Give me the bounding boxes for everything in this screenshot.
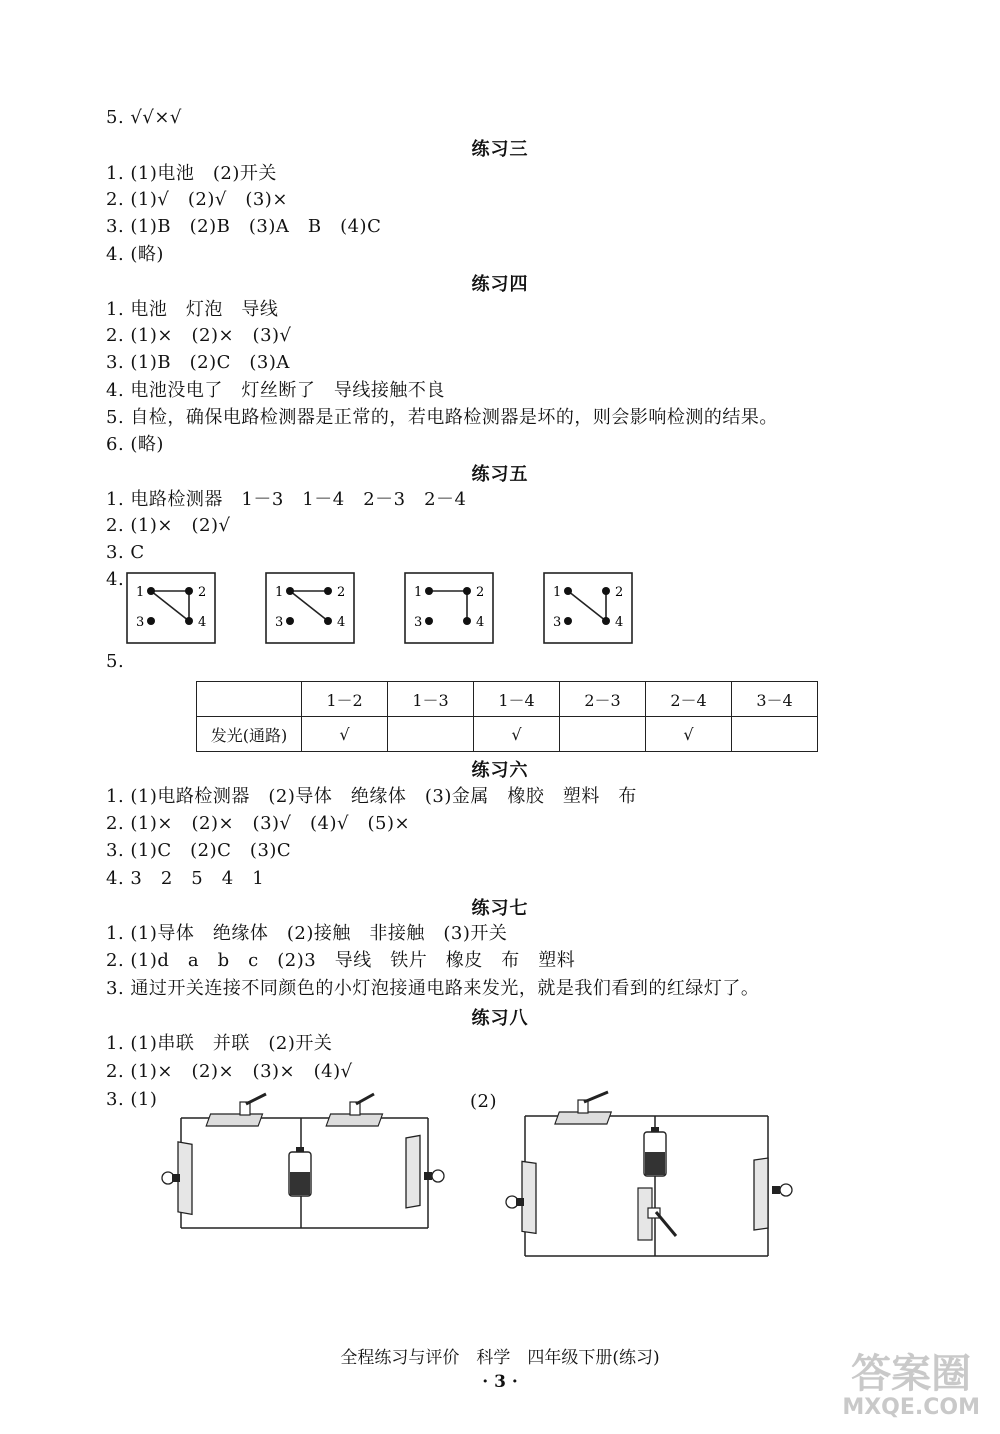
- bulb-holder-icon: [406, 1135, 444, 1207]
- table-row: [197, 717, 818, 752]
- answer-line: 1. 电路检测器 1－3 1－4 2－3 2－4: [106, 489, 467, 510]
- circuit-diagram-2: [498, 1088, 798, 1268]
- bulb-holder-icon: [754, 1158, 792, 1230]
- switch-icon: [326, 1094, 382, 1126]
- svg-text:4: 4: [337, 615, 346, 630]
- answer-line: 3. (1)B (2)C (3)A: [106, 352, 290, 373]
- svg-text:4: 4: [476, 615, 485, 630]
- answer-line: 4. 电池没电了 灯丝断了 导线接触不良: [106, 380, 445, 401]
- answer-line: 1. (1)电池 (2)开关: [106, 163, 277, 184]
- svg-text:2: 2: [337, 585, 346, 600]
- footer-title: 全程练习与评价 科学 四年级下册(练习): [340, 1348, 660, 1368]
- connection-diagram-3: [404, 572, 494, 644]
- table-header-cell: 1－2: [302, 682, 388, 717]
- bulb-holder-icon: [162, 1142, 192, 1214]
- answer-line: 4. 3 2 5 4 1: [106, 868, 265, 889]
- table-cell: [388, 717, 474, 752]
- answer-line: 2. (1)d a b c (2)3 导线 铁片 橡皮 布 塑料: [106, 950, 576, 971]
- section-heading-8: 练习八: [471, 1008, 529, 1029]
- switch-icon: [206, 1094, 266, 1126]
- switch-icon: [638, 1188, 676, 1240]
- answer-line: 3. 通过开关连接不同颜色的小灯泡接通电路来发光，就是我们看到的红绿灯了。: [106, 978, 760, 999]
- answer-line: 5. √√×√: [106, 107, 182, 128]
- table-row-label: 发光(通路): [197, 717, 302, 752]
- table-header-cell: 3－4: [732, 682, 818, 717]
- answer-line: 1. (1)串联 并联 (2)开关: [106, 1033, 333, 1054]
- svg-text:2: 2: [615, 585, 624, 600]
- svg-text:1: 1: [136, 585, 145, 600]
- connection-diagram-2: [265, 572, 355, 644]
- section-heading-4: 练习四: [471, 274, 529, 295]
- watermark-logo: 答案圈 MXQE.COM: [842, 1351, 980, 1420]
- answer-line: 2. (1)× (2)× (3)√: [106, 325, 292, 346]
- answer-line: 2. (1)× (2)× (3)√ (4)√ (5)×: [106, 813, 411, 834]
- table-cell: √: [302, 717, 388, 752]
- svg-text:1: 1: [414, 585, 423, 600]
- page-number: · 3 ·: [482, 1372, 518, 1392]
- answer-line: 6. (略): [106, 434, 164, 455]
- svg-text:3: 3: [136, 615, 145, 630]
- table-header-cell: [197, 682, 302, 717]
- answer-line: 4. (略): [106, 244, 164, 265]
- battery-icon: [289, 1147, 311, 1196]
- table-cell: √: [474, 717, 560, 752]
- section-heading-6: 练习六: [471, 760, 529, 781]
- answer-line: 1. (1)导体 绝缘体 (2)接触 非接触 (3)开关: [106, 923, 508, 944]
- answer-line: 3. C: [106, 542, 145, 563]
- section-heading-5: 练习五: [471, 464, 529, 485]
- answer-line: 3. (1)C (2)C (3)C: [106, 840, 292, 861]
- answer-line: 1. 电池 灯泡 导线: [106, 299, 279, 320]
- svg-text:2: 2: [476, 585, 485, 600]
- table-cell: [732, 717, 818, 752]
- svg-text:4: 4: [615, 615, 624, 630]
- circuit-diagram-1: [156, 1088, 456, 1238]
- connection-diagram-4: [543, 572, 633, 644]
- table-header-row: [197, 682, 818, 717]
- table-header-cell: 1－3: [388, 682, 474, 717]
- table-header-cell: 2－4: [646, 682, 732, 717]
- switch-icon: [555, 1092, 611, 1124]
- section-heading-7: 练习七: [471, 898, 529, 919]
- bulb-holder-icon: [506, 1161, 536, 1233]
- answer-line: 1. (1)电路检测器 (2)导体 绝缘体 (3)金属 橡胶 塑料 布: [106, 786, 637, 807]
- answer-line: 2. (1)× (2)√: [106, 515, 231, 536]
- answer-line: 2. (1)√ (2)√ (3)×: [106, 189, 288, 210]
- svg-text:3: 3: [414, 615, 423, 630]
- answer-line: 3. (1): [106, 1089, 158, 1110]
- circuit-test-table: [196, 681, 818, 752]
- table-cell: √: [646, 717, 732, 752]
- svg-text:3: 3: [275, 615, 284, 630]
- table-cell: [560, 717, 646, 752]
- svg-text:3: 3: [553, 615, 562, 630]
- table-header-cell: 2－3: [560, 682, 646, 717]
- answer-line: 4.: [106, 569, 125, 590]
- svg-text:1: 1: [553, 585, 562, 600]
- answer-line: 5.: [106, 651, 125, 672]
- table-header-cell: 1－4: [474, 682, 560, 717]
- answer-line: 3. (1)B (2)B (3)A B (4)C: [106, 216, 382, 237]
- connection-diagram-1: [126, 572, 216, 644]
- answer-line: 5. 自检，确保电路检测器是正常的，若电路检测器是坏的，则会影响检测的结果。: [106, 407, 778, 428]
- svg-text:1: 1: [275, 585, 284, 600]
- svg-text:4: 4: [198, 615, 207, 630]
- answer-line: 2. (1)× (2)× (3)× (4)√: [106, 1061, 353, 1082]
- answer-line: (2): [470, 1091, 497, 1112]
- section-heading-3: 练习三: [471, 139, 529, 160]
- svg-text:2: 2: [198, 585, 207, 600]
- battery-icon: [644, 1127, 666, 1176]
